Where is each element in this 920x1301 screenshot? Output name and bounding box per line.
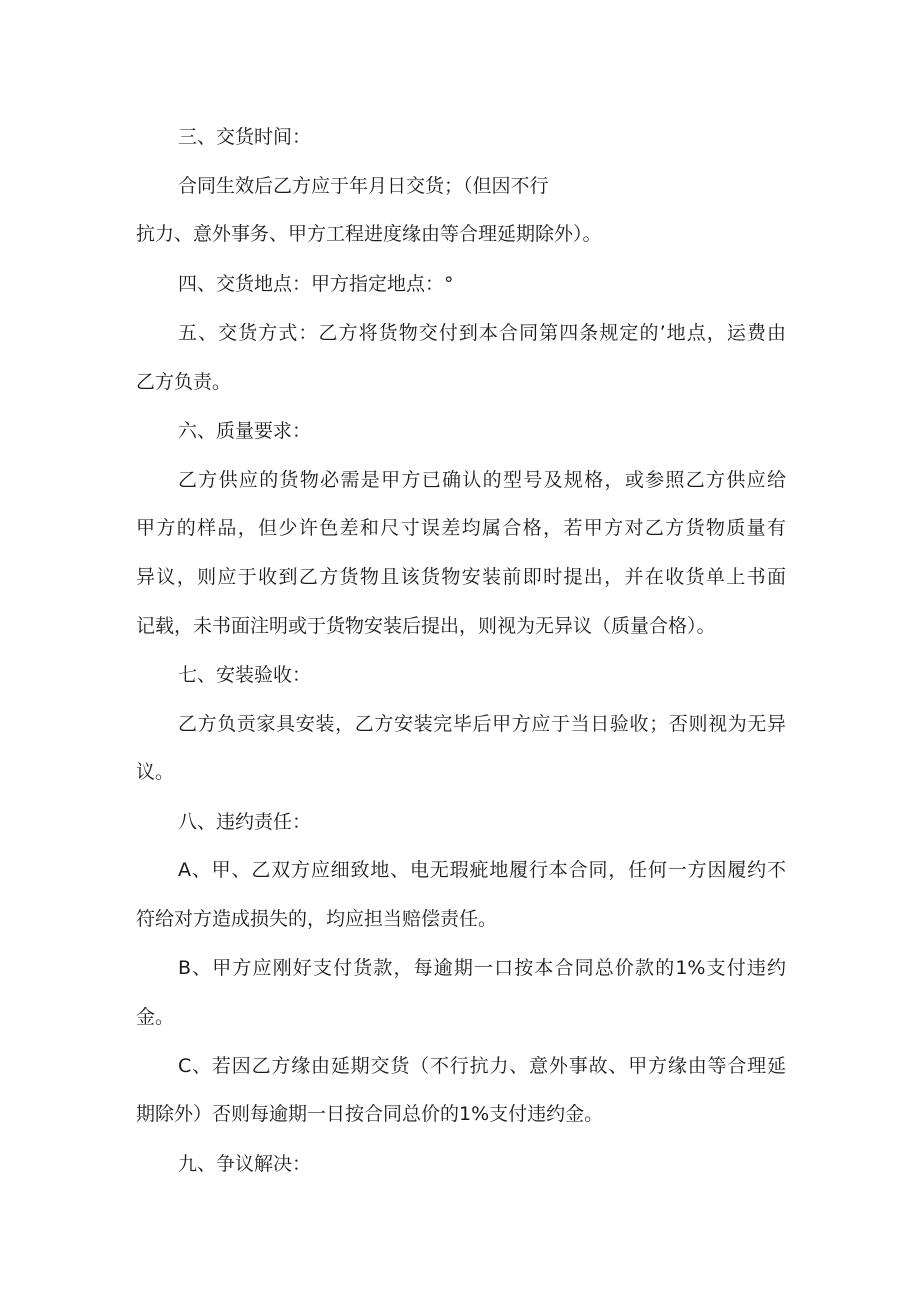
paragraph-line: 乙方负贡家具安装，乙方安装完毕后甲方应于当日验收；否则视为无异 xyxy=(178,713,786,735)
paragraph-line: A、甲、乙双方应细致地、电无瑕疵地履行本合同，任何一方因履约不 xyxy=(178,859,786,881)
section-heading-delivery-location: 四、交货地点：甲方指定地点：° xyxy=(178,273,454,295)
paragraph-line: 异议，则应于收到乙方货物且该货物安装前即时提出，并在收货单上书面 xyxy=(136,566,786,588)
paragraph-line: 抗力、意外事务、甲方工程进度缘由等合理延期除外）。 xyxy=(136,223,602,245)
paragraph-line: 议。 xyxy=(136,761,175,783)
section-heading-dispute-resolution: 九、争议解决： xyxy=(178,1153,312,1175)
section-heading-breach-liability: 八、违约责任： xyxy=(178,811,312,833)
paragraph-line: 期除外）否则每逾期一日按合同总价的1%支付违约金。 xyxy=(136,1103,604,1125)
paragraph-line: C、若因乙方缘由延期交货（不行抗力、意外事故、甲方缘由等合理延 xyxy=(178,1055,786,1077)
paragraph-line: 合同生效后乙方应于年月日交货；（但因不行 xyxy=(178,175,549,197)
paragraph-line: 乙方负责。 xyxy=(136,371,232,393)
section-heading-quality-requirements: 六、质量要求： xyxy=(178,420,312,442)
paragraph-line: 乙方供应的货物必需是甲方已确认的型号及规格，或参照乙方供应给 xyxy=(178,469,786,491)
section-heading-delivery-time: 三、交货时间： xyxy=(178,126,312,148)
paragraph-line: 符给对方造成损失的，均应担当赔偿责任。 xyxy=(136,908,498,930)
paragraph-line: 记载，未书面注明或于货物安装后提出，则视为无异议（质量合格）。 xyxy=(136,615,716,637)
paragraph-line: 甲方的样品，但少许色差和尺寸误差均属合格，若甲方对乙方货物质量有 xyxy=(136,517,786,539)
section-heading-installation-acceptance: 七、安装验收： xyxy=(178,664,312,686)
section-heading-delivery-method: 五、交货方式：乙方将货物交付到本合同第四条规定的’地点，运费由 xyxy=(178,322,786,344)
paragraph-line: B、甲方应刚好支付货款，每逾期一口按本合同总价款的1%支付违约 xyxy=(178,957,786,979)
paragraph-line: 金。 xyxy=(136,1006,175,1028)
